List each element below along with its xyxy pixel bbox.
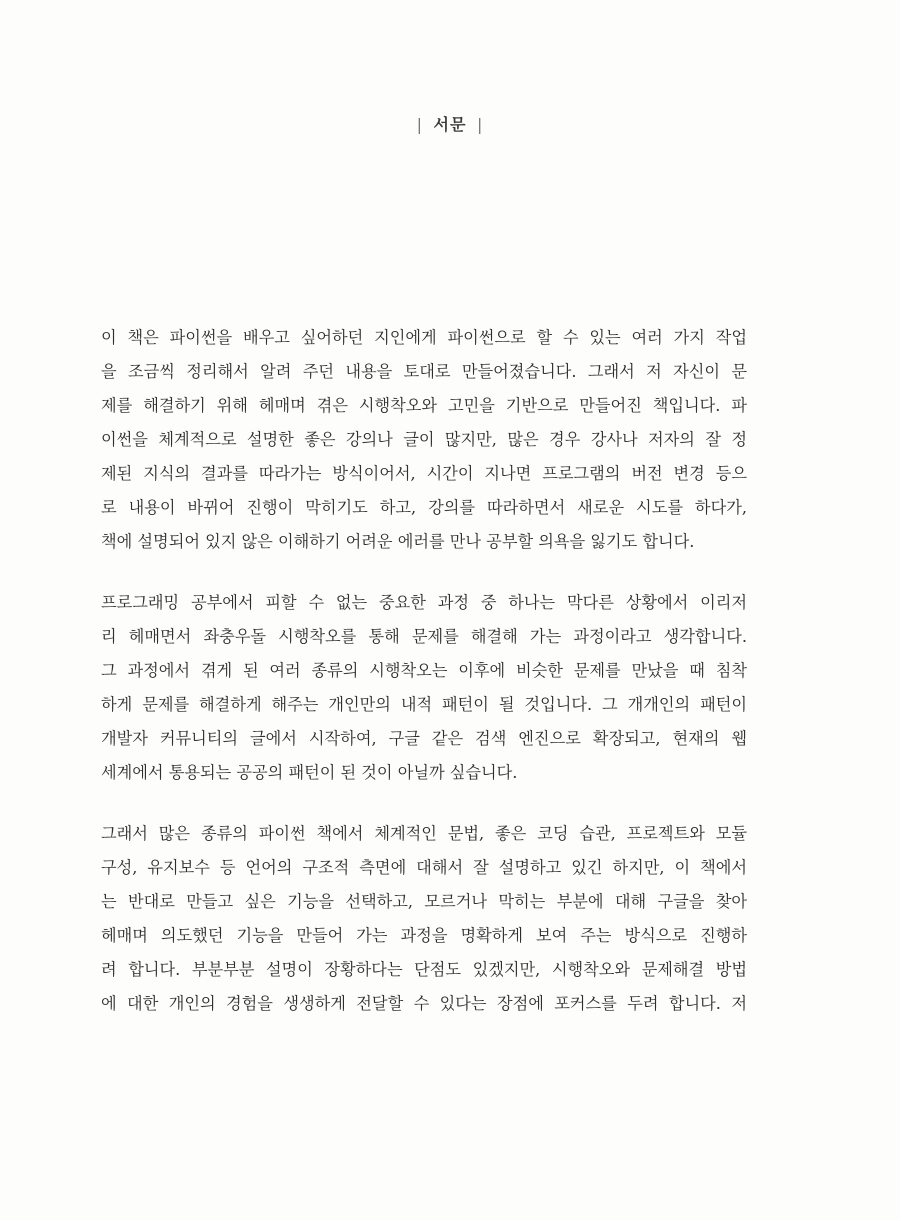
text-line: 제된 지식의 결과를 따라가는 방식이어서, 시간이 지나면 프로그램의 버전 변경 등으 — [101, 464, 747, 483]
text-line: 개발자 커뮤니티의 글에서 시작하여, 구글 같은 검색 엔진으로 확장되고, 현재의 웹 — [101, 729, 747, 748]
text-line: 로 내용이 바뀌어 진행이 막히기도 하고, 강의를 따라하면서 새로운 시도를 하다가, — [101, 498, 747, 517]
page-title: 서문 — [433, 115, 467, 134]
paragraph-1 — [101, 321, 747, 559]
text-line: 을 조금씩 정리해서 알려 주던 내용을 토대로 만들어졌습니다. 그래서 저 자신이 문 — [101, 362, 747, 381]
heading-bar-left: | — [416, 115, 423, 134]
text-line: 는 반대로 만들고 싶은 기능을 선택하고, 모르거나 막히는 부분에 대해 구글을 찾아 — [101, 892, 747, 911]
text-line: 세계에서 통용되는 공공의 패턴이 된 것이 아닐까 싶습니다. — [101, 763, 518, 782]
text-line: 리 헤매면서 좌충우돌 시행착오를 통해 문제를 해결해 가는 과정이라고 생각합니다. — [101, 627, 747, 646]
paragraph-3 — [101, 817, 747, 1021]
text-line: 려 합니다. 부분부분 설명이 장황하다는 단점도 있겠지만, 시행착오와 문제해결 방법 — [101, 960, 747, 979]
text-line: 구성, 유지보수 등 언어의 구조적 측면에 대해서 잘 설명하고 있긴 하지만, 이 책에서 — [101, 858, 747, 877]
text-line: 그래서 많은 종류의 파이썬 책에서 체계적인 문법, 좋은 코딩 습관, 프로젝트와 모듈 — [101, 824, 747, 843]
text-line: 제를 해결하기 위해 헤매며 겪은 시행착오와 고민을 기반으로 만들어진 책입니다. 파 — [101, 396, 747, 415]
text-line: 헤매며 의도했던 기능을 만들어 가는 과정을 명확하게 보여 주는 방식으로 진행하 — [101, 926, 747, 945]
text-line: 에 대한 개인의 경험을 생생하게 전달할 수 있다는 장점에 포커스를 두려 합니다. 저 — [101, 994, 747, 1013]
text-line: 그 과정에서 겪게 된 여러 종류의 시행착오는 이후에 비슷한 문제를 만났을 때 침착 — [101, 661, 747, 680]
heading-bar-right: | — [477, 115, 484, 134]
text-line: 이 책은 파이썬을 배우고 싶어하던 지인에게 파이썬으로 할 수 있는 여러 가지 작업 — [101, 328, 747, 347]
text-line: 하게 문제를 해결하게 해주는 개인만의 내적 패턴이 될 것입니다. 그 개개인의 패턴이 — [101, 695, 747, 714]
text-line: 이썬을 체계적으로 설명한 좋은 강의나 글이 많지만, 많은 경우 강사나 저자의 잘 정 — [101, 430, 747, 449]
text-line: 프로그래밍 공부에서 피할 수 없는 중요한 과정 중 하나는 막다른 상황에서 이리저 — [101, 593, 747, 612]
paragraph-2 — [101, 586, 747, 790]
text-line: 책에 설명되어 있지 않은 이해하기 어려운 에러를 만나 공부할 의욕을 잃기도 합니다. — [101, 532, 695, 551]
page-heading — [0, 112, 900, 135]
preface-body — [101, 321, 747, 1048]
